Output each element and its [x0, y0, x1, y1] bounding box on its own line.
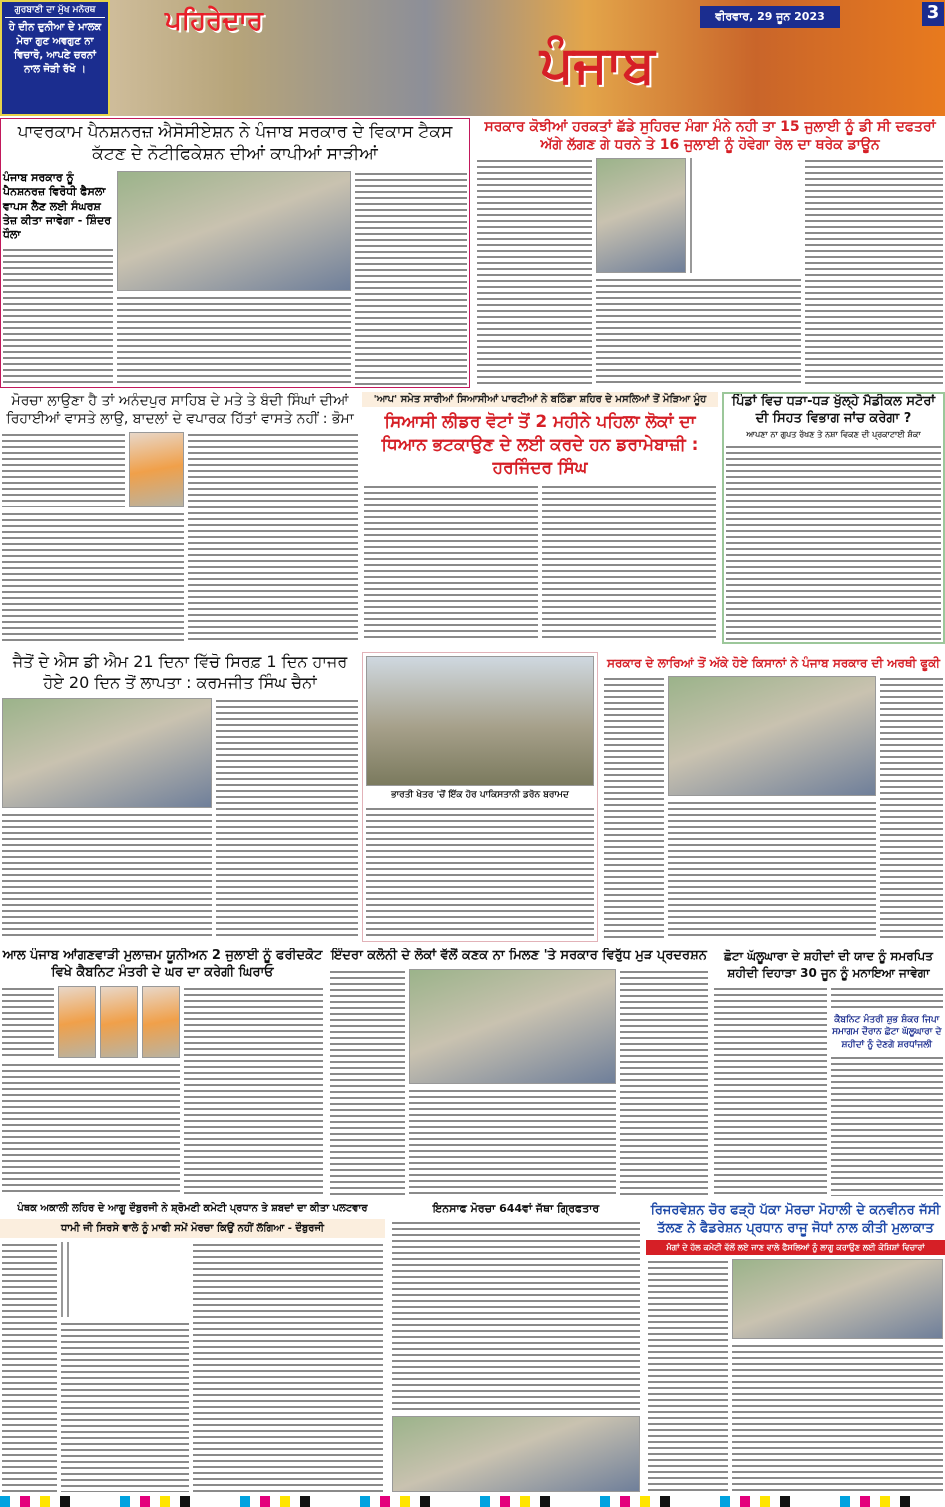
gurbani-title: ਗੁਰਬਾਣੀ ਦਾ ਮੁੱਖ ਮਨੋਰਥ	[5, 5, 105, 18]
subhead: ਆਪਣਾ ਨਾ ਗੁਪਤ ਰੱਖਣ ਤੇ ਨਸ਼ਾ ਵਿਕਣ ਦੀ ਪ੍ਰਕਾਟਾਈ ਸ਼ੰਕਾ	[746, 429, 921, 439]
gurbani-text: ਹੇ ਦੀਨ ਦੁਨੀਆ ਦੇ ਮਾਲਕ ਮੇਰਾ ਗੁਣ ਅਵਗੁਣ ਨਾ ਵਿਚਾਰੋ, ਆਪਣੇ ਚਰਨਾਂ ਨਾਲ ਜੋੜੀ ਰੱਖੋ ।	[8, 22, 102, 75]
article-anganwadi	[0, 948, 325, 1198]
photo	[2, 698, 212, 808]
kicker: 'ਆਪ' ਸਮੇਤ ਸਾਰੀਆਂ ਸਿਆਸੀਆਂ ਪਾਰਟੀਆਂ ਨੇ ਬਠਿੰਡਾ ਸ਼ਹਿਰ ਦੇ ਮਸਲਿਆਂ ਤੋਂ ਮੋੜਿਆ ਮੂੰਹ	[362, 392, 718, 407]
headline: ਪੰਥਕ ਅਕਾਲੀ ਲਹਿਰ ਦੇ ਆਗੂ ਦੌਬੁਰਜੀ ਨੇ ਸ਼੍ਰੋਮਣੀ ਕਮੇਟੀ ਪ੍ਰਧਾਨ ਤੇ ਸ਼ਬਦਾਂ ਦਾ ਕੀਤਾ ਪਲਟਵਾਰ	[17, 1203, 368, 1214]
headline: ਸਰਕਾਰ ਦੇ ਲਾਰਿਆਂ ਤੋਂ ਅੱਕੇ ਹੋਏ ਕਿਸਾਨਾਂ ਨੇ ਪੰਜਾਬ ਸਰਕਾਰ ਦੀ ਅਰਥੀ ਫੂਕੀ	[606, 656, 941, 670]
article-bhoma	[0, 392, 360, 644]
portrait-photo	[100, 986, 138, 1058]
color-registration-bar	[0, 1496, 945, 1507]
photo	[366, 656, 594, 786]
headline: ਆਲ ਪੰਜਾਬ ਆਂਗਣਵਾੜੀ ਮੁਲਾਜ਼ਮ ਯੂਨੀਅਨ 2 ਜੁਲਾਈ ਨੂੰ ਫਰੀਦਕੋਟ ਵਿਖੇ ਕੈਬਨਿਟ ਮੰਤਰੀ ਦੇ ਘਰ ਦਾ ਕਰੇਗੀ ਘਿਰਾਓ	[2, 948, 323, 980]
article-bathinda	[362, 392, 718, 644]
photo	[409, 969, 616, 1084]
headline: ਮੋਰਚਾ ਲਾਉਣਾ ਹੈ ਤਾਂ ਅਨੰਦਪੁਰ ਸਾਹਿਬ ਦੇ ਮਤੇ ਤੇ ਬੰਦੀ ਸਿੰਘਾਂ ਦੀਆਂ ਰਿਹਾਈਆਂ ਵਾਸਤੇ ਲਾਉ, ਬਾਦਲਾਂ ਦੇ ਵਪਾਰਕ ਹਿੱਤਾਂ ਵਾਸਤੇ ਨਹੀਂ : ਭੋਮਾ	[6, 393, 354, 428]
subhead: ਪੰਜਾਬ ਸਰਕਾਰ ਨੂੰ ਪੈਨਸ਼ਨਰਜ਼ ਵਿਰੋਧੀ ਫੈਸਲਾ ਵਾਪਸ ਲੈਣ ਲਈ ਸੰਘਰਸ਼ ਤੇਜ਼ ਕੀਤਾ ਜਾਵੇਗਾ - ਸ਼ਿੰਦਰ ਧੌਲਾ	[3, 171, 112, 242]
date-badge: ਵੀਰਵਾਰ, 29 ਜੂਨ 2023	[700, 6, 840, 28]
section-title: ਪੰਜਾਬ	[540, 35, 655, 95]
portrait-photo	[67, 1242, 69, 1317]
photo	[690, 158, 692, 273]
headline: ਇੰਦਰਾ ਕਲੋਨੀ ਦੇ ਲੋਕਾਂ ਵੱਲੋਂ ਕਣਕ ਨਾ ਮਿਲਣ 'ਤੇ ਸਰਕਾਰ ਵਿਰੁੱਧ ਮੁੜ ਪ੍ਰਦਰਸ਼ਨ	[331, 948, 707, 963]
portrait-photo	[61, 1242, 63, 1317]
page-number: 3	[922, 2, 944, 26]
photo	[732, 1259, 943, 1339]
article-farmers	[602, 652, 945, 942]
highlight-box: ਕੈਬਨਿਟ ਮੰਤਰੀ ਸ਼ੁਭ ਸ਼ੰਕਰ ਜਿਪਾ ਸਮਾਗਮ ਦੌਰਾਨ ਛੋਟਾ ਘੱਲੂਘਾਰਾ ਦੇ ਸ਼ਹੀਦਾਂ ਨੂੰ ਦੇਣਗੇ ਸ਼ਰਧਾਂਜਲੀ	[832, 1014, 942, 1050]
article-ghallughara	[712, 948, 945, 1198]
article-drone	[362, 652, 598, 942]
article-daubhurji	[0, 1202, 385, 1494]
photo	[392, 1416, 640, 1492]
subhead: ਧਾਮੀ ਜੀ ਸਿਰਸੇ ਵਾਲੇ ਨੂੰ ਮਾਫੀ ਸਮੇਂ ਮੋਰਚਾ ਕਿਉਂ ਨਹੀਂ ਲੱਗਿਆ - ਦੌਬੁਰਜੀ	[0, 1219, 385, 1238]
headline: ਇਨਸਾਫ ਮੋਰਚਾ 644ਵਾਂ ਜੱਥਾ ਗ੍ਰਿਫਤਾਰ	[432, 1202, 600, 1215]
portrait-photo	[58, 986, 96, 1058]
masthead	[0, 0, 945, 116]
article-pensioners	[0, 118, 470, 388]
headline: ਸਿਆਸੀ ਲੀਡਰ ਵੋਟਾਂ ਤੋਂ 2 ਮਹੀਨੇ ਪਹਿਲਾ ਲੋਕਾਂ ਦਾ ਧਿਆਨ ਭਟਕਾਉਣ ਦੇ ਲਈ ਕਰਦੇ ਹਨ ਡਰਾਮੇਬਾਜ਼ੀ : ਹਰਜਿੰਦਰ ਸਿੰਘ	[381, 412, 699, 478]
headline: ਰਿਜਰਵੇਸ਼ਨ ਚੋਰ ਫੜ੍ਹੋ ਪੱਕਾ ਮੋਰਚਾ ਮੋਹਾਲੀ ਦੇ ਕਨਵੀਨਰ ਜੱਸੀ ਤੱਲਣ ਨੇ ਫੈਡਰੇਸ਼ਨ ਪ੍ਰਧਾਨ ਰਾਜੂ ਜੋਧਾਂ ਨਾਲ ਕੀਤੀ ਮੁਲਾਕਾਤ	[650, 1203, 941, 1236]
photo	[117, 171, 351, 291]
article-insaf-morcha	[390, 1202, 642, 1494]
headline: ਸਰਕਾਰ ਕੋਝੀਆਂ ਹਰਕਤਾਂ ਛੱਡੇ ਸੁਹਿਰਦ ਮੰਗਾ ਮੰਨੇ ਨਹੀ ਤਾ 15 ਜੁਲਾਈ ਨੂੰ ਡੀ ਸੀ ਦਫਤਰਾਂ ਅੱਗੇ ਲੱਗਣ ਗੇ ਧਰਨੇ ਤੇ 16 ਜੁਲਾਈ ਨੂੰ ਹੋਵੇਗਾ ਰੇਲ ਦਾ ਥਰੇਕ ਡਾਊਨ	[484, 119, 936, 154]
article-indira-colony	[328, 948, 710, 1198]
photo	[596, 158, 686, 273]
paper-name: ਪਹਿਰੇਦਾਰ	[165, 6, 263, 36]
article-reservation-morcha	[646, 1202, 945, 1494]
article-sdm-jaito	[0, 652, 360, 942]
headline: ਪਾਵਰਕਾਮ ਪੈਨਸ਼ਨਰਜ਼ ਐਸੋਸੀਏਸ਼ਨ ਨੇ ਪੰਜਾਬ ਸਰਕਾਰ ਦੇ ਵਿਕਾਸ ਟੈਕਸ ਕੱਟਣ ਦੇ ਨੋਟੀਫਿਕੇਸ਼ਨ ਦੀਆਂ ਕਾਪੀਆਂ ਸਾੜੀਆਂ	[17, 122, 453, 165]
headline: ਛੋਟਾ ਘੱਲੂਘਾਰਾ ਦੇ ਸ਼ਹੀਦਾਂ ਦੀ ਯਾਦ ਨੂੰ ਸਮਰਪਿਤ ਸ਼ਹੀਦੀ ਦਿਹਾੜਾ 30 ਜੂਨ ਨੂੰ ਮਨਾਇਆ ਜਾਵੇਗਾ	[724, 949, 933, 980]
caption: ਭਾਰਤੀ ਖੇਤਰ 'ਚੋਂ ਇੱਕ ਹੋਰ ਪਾਕਿਸਤਾਨੀ ਡਰੋਨ ਬਰਾਮਦ	[391, 790, 569, 800]
article-medical-stores	[722, 392, 945, 644]
headline: ਪਿੰਡਾਂ ਵਿਚ ਧੜਾ-ਧੜ ਖੁੱਲ੍ਹੇ ਮੈਡੀਕਲ ਸਟੋਰਾਂ ਦੀ ਸਿਹਤ ਵਿਭਾਗ ਜਾਂਚ ਕਰੇਗਾ ?	[731, 394, 936, 426]
portrait-photo	[142, 986, 180, 1058]
photo	[668, 676, 876, 796]
headline: ਜੈਤੋਂ ਦੇ ਐਸ ਡੀ ਐਮ 21 ਦਿਨਾ ਵਿੱਚੋ ਸਿਰਫ਼ 1 ਦਿਨ ਹਾਜਰ ਹੋਏ 20 ਦਿਨ ਤੋਂ ਲਾਪਤਾ : ਕਰਮਜੀਤ ਸਿੰਘ ਚੈਨਾਂ	[12, 652, 348, 692]
portrait-photo	[129, 432, 184, 507]
red-banner: ਮੰਗਾਂ ਦੇ ਹੱਲ ਕਮੇਟੀ ਵੱਲੋਂ ਲਏ ਜਾਣ ਵਾਲੇ ਫੈਸਲਿਆਂ ਨੂੰ ਲਾਗੂ ਕਰਾਉਣ ਲਈ ਕੋਸ਼ਿਸ਼ਾਂ ਵਿਚਾਰਾਂ	[646, 1240, 945, 1255]
article-rail-block	[475, 118, 945, 388]
gurbani-box	[0, 0, 110, 116]
